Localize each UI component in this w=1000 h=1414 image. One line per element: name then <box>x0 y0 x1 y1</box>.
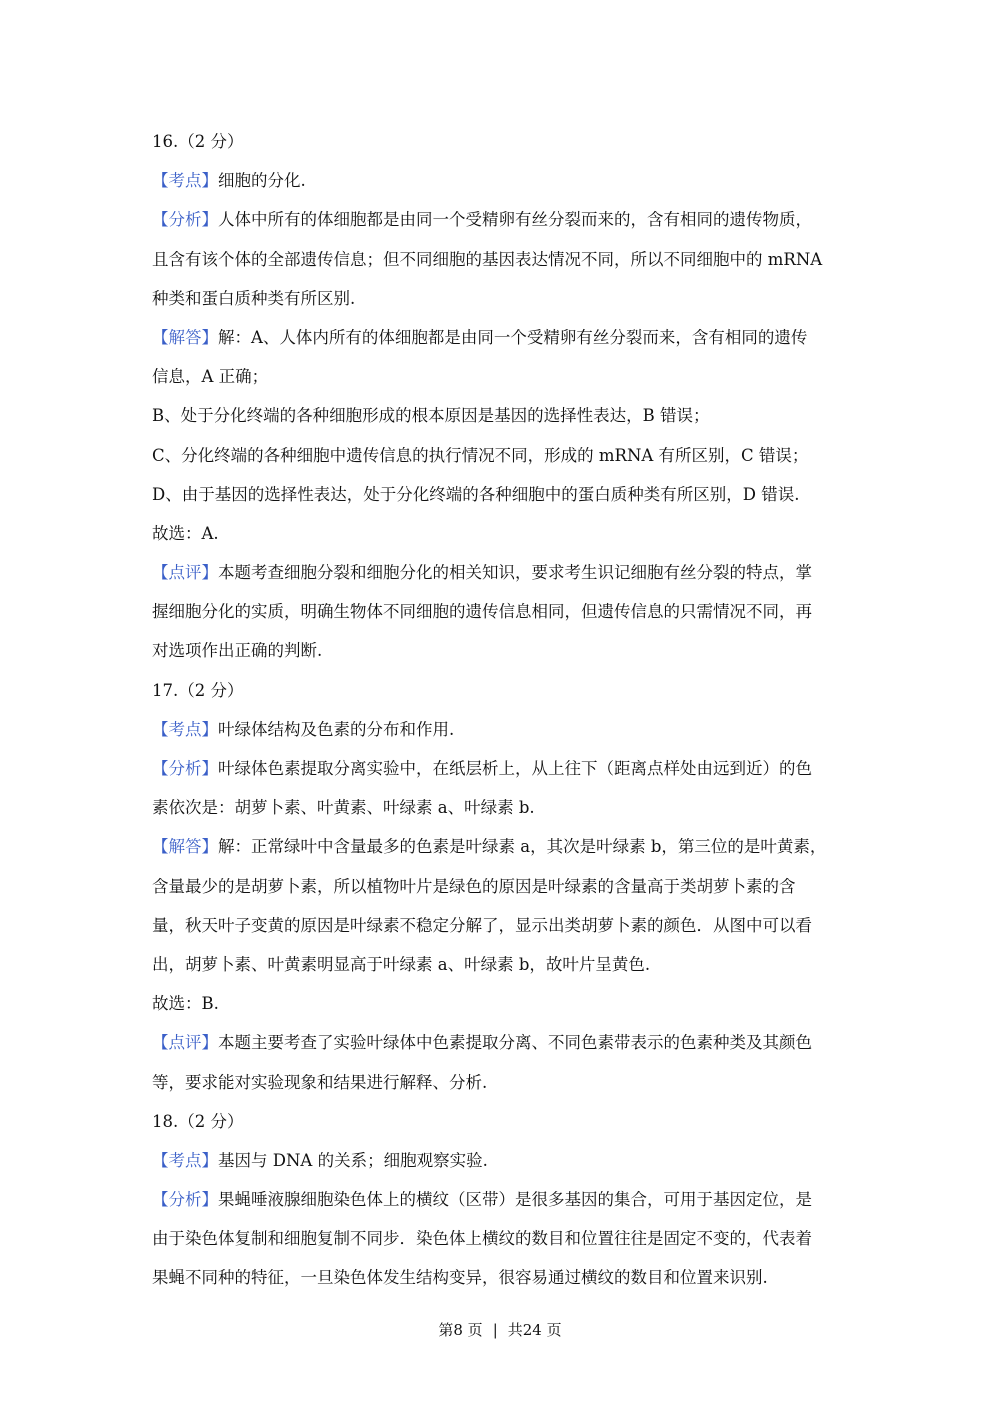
fenxi-line <box>152 200 852 239</box>
jieda-answer: 故选：A. <box>152 523 219 543</box>
question-number: 18.（2 分） <box>152 1111 244 1131</box>
question-number: 17.（2 分） <box>152 680 244 700</box>
dianping-line <box>152 1023 852 1062</box>
jieda-text: 出，胡萝卜素、叶黄素明显高于叶绿素 a、叶绿素 b，故叶片呈黄色. <box>152 954 651 974</box>
jieda-answer: 故选：B. <box>152 994 219 1014</box>
fenxi-tag: 【分析】 <box>152 1190 218 1210</box>
jieda-line <box>152 827 852 866</box>
dianping-text: 本题主要考查了实验叶绿体中色素提取分离、不同色素带表示的色素种类及其颜色 <box>218 1033 812 1053</box>
jieda-tag: 【解答】 <box>152 837 218 857</box>
jieda-text: B、处于分化终端的各种细胞形成的根本原因是基因的选择性表达，B 错误； <box>152 406 710 426</box>
dianping-tag: 【点评】 <box>152 563 218 583</box>
jieda-text: 含量最少的是胡萝卜素，所以植物叶片是绿色的原因是叶绿素的含量高于类胡萝卜素的含 <box>152 876 796 896</box>
dianping-line <box>152 553 852 592</box>
jieda-text: 解：正常绿叶中含量最多的色素是叶绿素 a，其次是叶绿素 b，第三位的是叶黄素， <box>218 837 827 857</box>
footer-separator: | <box>492 1321 498 1339</box>
fenxi-text: 由于染色体复制和细胞复制不同步．染色体上横纹的数目和位置往往是固定不变的，代表着 <box>152 1229 812 1249</box>
jieda-line <box>152 318 852 357</box>
dianping-text: 握细胞分化的实质，明确生物体不同细胞的遗传信息相同，但遗传信息的只需情况不同，再 <box>152 602 812 622</box>
dianping-text: 本题考查细胞分裂和细胞分化的相关知识，要求考生识记细胞有丝分裂的特点，掌 <box>218 563 812 583</box>
kaodian-tag: 【考点】 <box>152 1150 218 1170</box>
kaodian-line <box>152 161 852 200</box>
jieda-text: 量，秋天叶子变黄的原因是叶绿素不稳定分解了，显示出类胡萝卜素的颜色．从图中可以看 <box>152 915 812 935</box>
kaodian-tag: 【考点】 <box>152 719 218 739</box>
fenxi-text: 果蝇唾液腺细胞染色体上的横纹（区带）是很多基因的集合，可用于基因定位，是 <box>218 1190 812 1210</box>
kaodian-tag: 【考点】 <box>152 171 218 191</box>
kaodian-text: 叶绿体结构及色素的分布和作用. <box>218 719 455 739</box>
page-number: 第8 页 <box>438 1321 483 1339</box>
dianping-text: 对选项作出正确的判断. <box>152 641 323 661</box>
kaodian-line <box>152 1141 852 1180</box>
jieda-text: 信息，A 正确； <box>152 367 269 387</box>
fenxi-text: 人体中所有的体细胞都是由同一个受精卵有丝分裂而来的，含有相同的遗传物质， <box>218 210 812 230</box>
jieda-text: C、分化终端的各种细胞中遗传信息的执行情况不同，形成的 mRNA 有所区别，C 错误； <box>152 445 809 465</box>
fenxi-text: 素依次是：胡萝卜素、叶黄素、叶绿素 a、叶绿素 b. <box>152 798 535 818</box>
jieda-text: D、由于基因的选择性表达，处于分化终端的各种细胞中的蛋白质种类有所区别，D 错误. <box>152 484 800 504</box>
fenxi-text: 叶绿体色素提取分离实验中，在纸层析上，从上往下（距离点样处由远到近）的色 <box>218 759 812 778</box>
fenxi-line <box>152 1180 852 1219</box>
jieda-text: 解：A、人体内所有的体细胞都是由同一个受精卵有丝分裂而来，含有相同的遗传 <box>218 327 808 347</box>
jieda-tag: 【解答】 <box>152 327 218 347</box>
kaodian-text: 基因与 DNA 的关系；细胞观察实验. <box>218 1150 488 1170</box>
fenxi-text: 且含有该个体的全部遗传信息；但不同细胞的基因表达情况不同，所以不同细胞中的 mRNA <box>152 249 823 269</box>
fenxi-tag: 【分析】 <box>152 210 218 230</box>
kaodian-text: 细胞的分化. <box>218 171 306 191</box>
fenxi-line <box>152 749 852 788</box>
kaodian-line <box>152 710 852 749</box>
question-number: 16.（2 分） <box>152 132 244 151</box>
document-body <box>152 122 852 1298</box>
page-footer <box>0 1319 1000 1340</box>
fenxi-text: 种类和蛋白质种类有所区别. <box>152 288 356 308</box>
fenxi-tag: 【分析】 <box>152 759 218 778</box>
fenxi-text: 果蝇不同种的特征，一旦染色体发生结构变异，很容易通过横纹的数目和位置来识别. <box>152 1268 768 1288</box>
dianping-text: 等，要求能对实验现象和结果进行解释、分析. <box>152 1072 488 1092</box>
page-total: 共24 页 <box>507 1321 562 1339</box>
dianping-tag: 【点评】 <box>152 1033 218 1053</box>
